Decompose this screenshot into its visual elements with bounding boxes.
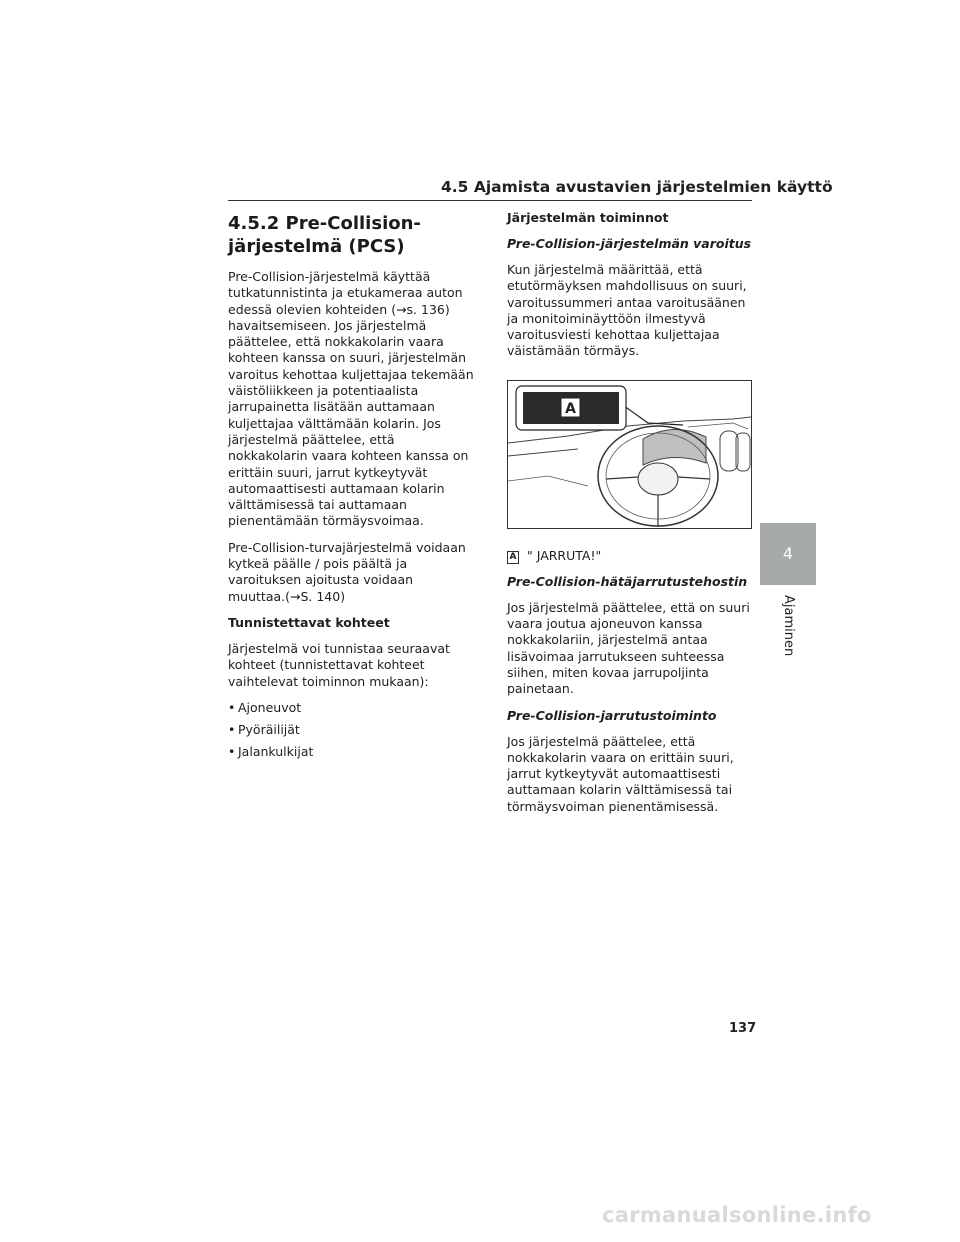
brake-assist-heading: Pre-Collision-hätäjarrutustehostin [507,573,748,589]
brake-control-paragraph: Jos järjestelmä päättelee, että nokkakolarin vaara on erittäin suuri, jarrut kytkeytyvät automaattisesti auttamaan kolarin välttämisessä tai törmäysvoiman pienentämisessä. [507,733,734,814]
bullet: • [228,721,236,737]
callout-text: " JARRUTA!" [527,547,602,563]
right-column [507,210,757,825]
list-item [228,744,474,760]
dashboard-figure [507,380,752,529]
target-list [228,700,474,760]
chapter-side-label: Ajaminen [781,595,796,657]
warning-heading: Pre-Collision-järjestelmän varoitus [507,236,752,251]
callout-legend [507,548,757,564]
brake-control-heading: Pre-Collision-jarrutustoiminto [507,707,717,723]
callout-letter-box: A [507,551,519,564]
chapter-tab: 4 [760,523,816,585]
chapter-header: 4.5 Ajamista avustavien järjestelmien käyttö [441,178,833,196]
list-item-text: Jalankulkijat [238,743,314,759]
list-item [228,700,474,716]
brake-assist-paragraph: Jos järjestelmä päättelee, että on suuri vaara joutua ajoneuvon kanssa nokkakolariin, järjestelmä antaa lisävoimaa jarrutukseen suhteessa siihen, miten kovaa jarrupoljinta painetaan. [507,599,750,697]
list-item [228,722,474,738]
warning-paragraph: Kun järjestelmä määrittää, että etutörmäyksen mahdollisuus on suuri, varoitussummeri antaa varoitusäänen ja monitoiminäyttöön ilmestyvä varoitusviesti kehottaa kuljettajaa väistämään törmäys. [507,262,747,359]
list-item-text: Pyöräilijät [238,721,300,737]
functions-heading: Järjestelmän toiminnot [507,210,669,225]
dashboard-illustration [508,381,751,528]
detectable-heading: Tunnistettavat kohteet [228,614,390,630]
section-title: 4.5.2 Pre-Collision-järjestelmä (PCS) [228,213,421,257]
bullet: • [228,699,236,715]
intro-paragraph: Pre-Collision-järjestelmä käyttää tutkatunnistinta ja etukameraa auton edessä olevien kohteiden (→s. 136) havaitsemiseen. Jos järjestelmä päättelee, että nokkakolarin vaara kohteen kanssa on suuri, järjestelmän varoitus kehottaa kuljettajaa tekemään väistöliikkeen ja potentiaalista jarrupainetta lisätään auttamaan kuljettajaa välttämään kolarin. Jos järjestelmä päättelee, että nokkakolarin vaara kohteen kanssa on erittäin suuri, jarrut kytkeytyvät automaattisesti auttamaan kolarin välttämisessä tai auttamaan pienentämään törmäysvoimaa. [228,269,474,529]
toggle-paragraph: Pre-Collision-turvajärjestelmä voidaan kytkeä päälle / pois päältä ja varoituksen ajoitusta voidaan muuttaa.(→S. 140) [228,539,466,604]
page-number: 137 [729,1021,757,1036]
detectable-paragraph: Järjestelmä voi tunnistaa seuraavat kohteet (tunnistettavat kohteet vaihtelevat toiminnon mukaan): [228,640,450,689]
left-column [228,212,474,766]
bullet: • [228,743,236,759]
figure-callout-letter: A [565,400,576,417]
watermark: carmanualsonline.info [602,1203,872,1227]
list-item-text: Ajoneuvot [238,699,302,715]
header-divider [228,200,752,201]
